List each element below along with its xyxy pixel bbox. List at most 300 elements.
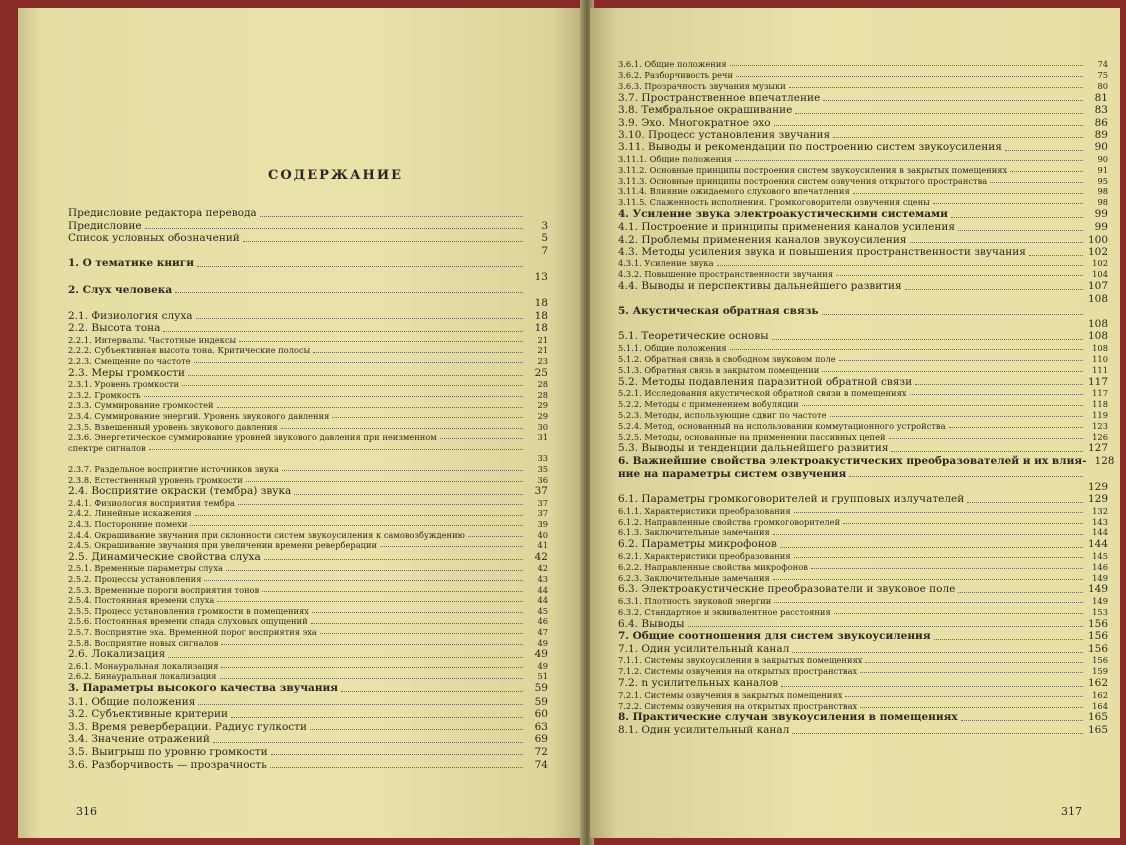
toc-leader-dots [175, 292, 523, 293]
toc-entry-title: 2.4.5. Окрашивание звучания при увеличении времени реверберации [68, 540, 378, 551]
toc-page-number: 43 [537, 574, 548, 584]
toc-leader-dots [967, 502, 1083, 503]
toc-entry [68, 311, 548, 323]
toc-entry-title: 3. Параметры высокого качества звучания [68, 682, 339, 694]
toc-entry-title: 7.1.1. Системы звукоусиления в закрытых помещениях [618, 655, 863, 666]
toc-page-number: 99 [1094, 221, 1108, 234]
toc-leader-dots [217, 407, 523, 408]
toc-entry [68, 391, 548, 400]
toc-entry [618, 344, 1108, 353]
toc-entry [68, 531, 548, 540]
toc-page-number: 49 [537, 660, 548, 671]
toc-entry-title: 2.5.2. Процессы установления [68, 574, 202, 584]
toc-page-number: 146 [1092, 561, 1108, 572]
toc-page-number: 127 [1087, 442, 1108, 455]
toc-entry-title: 6.1.1. Характеристики преобразования [618, 505, 791, 516]
contents-heading: СОДЕРЖАНИЕ [268, 168, 404, 183]
toc-page-number: 40 [537, 529, 548, 540]
toc-leader-dots [781, 686, 1083, 687]
toc-entry-title: 3.6.3. Прозрачность звучания музыки [618, 80, 786, 91]
toc-page-number: 36 [537, 474, 548, 485]
toc-entry-title: 2.5.1. Временные параметры слуха [68, 563, 223, 574]
toc-entry [618, 235, 1108, 247]
toc-page-number: 102 [1092, 258, 1108, 269]
toc-leader-dots [773, 579, 1083, 580]
toc-leader-dots [915, 384, 1083, 385]
toc-entry [618, 712, 1108, 724]
toc-entry [68, 476, 548, 485]
toc-entry-title: Предисловие [68, 219, 142, 232]
toc-right [590, 8, 1120, 838]
toc-leader-dots [281, 428, 523, 429]
toc-page-number: 45 [537, 605, 548, 616]
toc-leader-dots [312, 612, 523, 613]
toc-entry-title: 2.5.5. Процесс установления громкости в помещениях [68, 605, 309, 616]
toc-entry-title: ние на параметры систем озвучения [618, 467, 847, 480]
toc-entry [618, 93, 1108, 105]
toc-leader-dots [310, 729, 523, 730]
toc-leader-dots [231, 717, 523, 718]
toc-page-number: 23 [537, 356, 548, 366]
toc-page-number: 44 [537, 595, 548, 606]
toc-entry-title: 5.2.4. Метод, основанный на использовании коммутационного устройства [618, 420, 946, 431]
toc-entry [618, 656, 1108, 665]
toc-entry-title: 3.11.3. Основные принципы построения систем озвучения открытого пространства [618, 175, 988, 186]
toc-entry-title: 2.3.5. Взвешенный уровень звукового давления [68, 421, 278, 432]
toc-entry-title: 5.1.3. Обратная связь в закрытом помещении [618, 364, 820, 375]
toc-leader-dots [736, 76, 1083, 77]
toc-page-number: 60 [534, 708, 548, 721]
toc-leader-dots [958, 592, 1083, 593]
toc-page-number: 90 [1094, 141, 1108, 154]
toc-entry [618, 71, 1108, 80]
toc-entry-title: 2.1. Физиология слуха [68, 309, 193, 322]
toc-entry [618, 60, 1108, 69]
toc-entry [618, 667, 1108, 676]
toc-entry [618, 82, 1108, 91]
toc-entry [618, 691, 1108, 700]
toc-entry-title: 6.2.1. Характеристики преобразования [618, 550, 791, 561]
toc-left [18, 8, 584, 838]
toc-leader-dots [802, 405, 1083, 406]
toc-leader-dots [843, 523, 1083, 524]
toc-entry [618, 608, 1108, 617]
toc-entry-title: 4.3.2. Повышение пространственности звучания [618, 269, 834, 280]
toc-page-number: 99 [1094, 208, 1108, 221]
toc-page-number: 95 [1097, 175, 1108, 186]
toc-leader-dots [197, 266, 523, 267]
toc-entry [618, 118, 1108, 130]
toc-entry [618, 454, 1115, 468]
toc-entry [68, 465, 548, 474]
toc-entry [618, 270, 1108, 279]
toc-leader-dots [910, 242, 1084, 243]
toc-page-number: 25 [534, 366, 548, 379]
toc-page-number: 44 [537, 584, 548, 595]
toc-page-number: 69 [534, 733, 548, 746]
toc-entry-title: 3.11. Выводы и рекомендации по построению систем звукоусиления [618, 141, 1002, 154]
toc-entry [68, 336, 548, 345]
toc-page-number: 144 [1092, 527, 1108, 538]
toc-entry-title: 6.2.3. Заключительные замечания [618, 572, 770, 583]
toc-page-number: 145 [1092, 550, 1108, 561]
toc-page-number: 119 [1092, 409, 1108, 420]
toc-entry-title: 5.3. Выводы и тенденции дальнейшего развития [618, 442, 889, 455]
toc-entry [618, 725, 1108, 737]
toc-entry [618, 247, 1108, 259]
toc-entry-title: 7.2.1. Системы озвучения в закрытых помещениях [618, 689, 843, 700]
toc-page-number: 123 [1092, 420, 1108, 431]
toc-entry [618, 597, 1108, 606]
toc-entry [68, 486, 548, 498]
toc-page-number: 153 [1092, 606, 1108, 617]
toc-page-number: 7 [541, 244, 548, 257]
toc-leader-dots [811, 568, 1083, 569]
toc-entry [68, 628, 548, 637]
toc-page-number: 72 [534, 745, 548, 758]
toc-entry-title: 7.2.2. Системы озвучения на открытых пространствах [618, 700, 858, 711]
toc-entry-title: 2.2. Высота тона [68, 322, 161, 335]
toc-leader-dots [220, 678, 523, 679]
toc-entry [618, 574, 1108, 583]
toc-page-number: 156 [1087, 643, 1108, 655]
toc-entry-title: 2.4.1. Физиология восприятия тембра [68, 497, 235, 508]
toc-entry-title: 5.1.2. Обратная связь в свободном звуковом поле [618, 353, 836, 364]
toc-entry [68, 433, 548, 442]
toc-entry [68, 346, 548, 355]
toc-leader-dots [735, 160, 1083, 161]
toc-leader-dots [282, 470, 523, 471]
toc-page-number: 149 [1087, 583, 1108, 596]
toc-entry [68, 285, 548, 297]
toc-leader-dots [823, 100, 1083, 101]
toc-entry [68, 380, 548, 389]
toc-entry-title: Список условных обозначений [68, 232, 240, 245]
toc-page-number: 37 [534, 485, 548, 498]
toc-page-number: 110 [1092, 353, 1108, 364]
toc-leader-dots [262, 591, 523, 592]
toc-entry-title: 5.2.2. Методы с применением вобуляции [618, 398, 799, 409]
toc-entry [68, 672, 548, 681]
toc-page-number: 37 [537, 497, 548, 508]
toc-leader-dots [990, 182, 1083, 183]
toc-leader-dots [238, 504, 523, 505]
toc-entry [68, 662, 548, 671]
toc-entry [618, 494, 1108, 506]
toc-entry-title: 2.2.2. Субъективная высота тона. Критические полосы [68, 345, 311, 356]
toc-entry-title: 5.2. Методы подавления паразитной обратной связи [618, 375, 913, 388]
toc-entry [68, 499, 548, 508]
toc-leader-dots [822, 371, 1083, 372]
toc-entry-title: 8. Практические случаи звукоусиления в помещениях [618, 711, 958, 724]
toc-page-number: 28 [537, 379, 548, 390]
toc-entry-title: 8.1. Один усилительный канал [618, 724, 790, 737]
toc-entry [618, 130, 1108, 142]
toc-page-number: 98 [1097, 197, 1108, 208]
toc-page-number: 21 [537, 345, 548, 356]
toc-entry-title: 2.5.8. Восприятие новых сигналов [68, 637, 219, 648]
toc-leader-dots [780, 547, 1083, 548]
toc-entry-title: 4.3.1. Усиление звука [618, 258, 714, 269]
toc-entry [618, 443, 1108, 455]
toc-leader-dots [830, 416, 1083, 417]
toc-leader-dots [217, 601, 523, 602]
toc-leader-dots [260, 216, 523, 217]
toc-entry [68, 246, 548, 258]
toc-entry-title: 3.3. Время реверберации. Радиус гулкости [68, 720, 307, 733]
toc-entry [618, 433, 1108, 442]
toc-entry-title: 3.9. Эхо. Многократное эхо [618, 116, 771, 129]
toc-entry [68, 760, 548, 772]
toc-leader-dots [961, 720, 1083, 721]
toc-page-number: 117 [1092, 387, 1108, 398]
toc-entry [618, 366, 1108, 375]
toc-page-number: 156 [1087, 617, 1108, 630]
toc-leader-dots [243, 241, 523, 242]
toc-page-number: 30 [537, 421, 548, 432]
toc-entry [68, 697, 548, 709]
toc-leader-dots [834, 613, 1083, 614]
toc-leader-dots [270, 767, 523, 768]
toc-entry-title: 2.6.2. Бинауральная локализация [68, 671, 217, 682]
toc-entry-title: 2.5.7. Восприятие эха. Временной порог восприятия эха [68, 627, 317, 637]
toc-page-number: 118 [1092, 398, 1108, 409]
toc-entry-title: 6.1.2. Направленные свойства громкоговорителей [618, 516, 841, 527]
toc-page-number: 164 [1092, 700, 1108, 711]
page-number-right: 317 [1061, 805, 1082, 818]
toc-leader-dots [341, 691, 523, 692]
toc-entry [618, 105, 1108, 117]
toc-entry [68, 444, 548, 453]
toc-leader-dots [951, 217, 1083, 218]
toc-page-number: 107 [1087, 280, 1108, 293]
toc-entry-title: 6.1.3. Заключительные замечания [618, 527, 770, 538]
toc-entry-title: 5.2.1. Исследования акустической обратной связи в помещениях [618, 387, 907, 398]
toc-entry-title: 2.6. Локализация [68, 648, 166, 661]
toc-leader-dots [194, 362, 523, 363]
toc-leader-dots [246, 481, 523, 482]
toc-leader-dots [380, 546, 523, 547]
page-number-left: 316 [76, 805, 97, 818]
toc-leader-dots [145, 228, 523, 229]
toc-leader-dots [860, 707, 1083, 708]
toc-entry-title: 6.3.1. Плотность звуковой энергии [618, 595, 772, 606]
toc-entry [68, 509, 548, 518]
toc-entry-title: 2.4.2. Линейные искажения [68, 508, 192, 519]
toc-entry-title: 4. Усиление звука электроакустическими системами [618, 208, 948, 221]
toc-entry [618, 331, 1108, 343]
toc-page-number: 51 [537, 671, 548, 682]
toc-leader-dots [440, 438, 523, 439]
toc-page-number: 98 [1097, 186, 1108, 197]
toc-page-number: 46 [537, 616, 548, 627]
toc-page-number: 3 [541, 219, 548, 232]
toc-entry-title: 3.6.2. Разборчивость речи [618, 69, 734, 80]
toc-entry [68, 323, 548, 335]
toc-entry [68, 401, 548, 410]
toc-entry [68, 607, 548, 616]
toc-page-number: 89 [1094, 128, 1108, 141]
toc-entry-title: 3.11.4. Влияние ожидаемого слухового впечатления [618, 186, 850, 197]
toc-leader-dots [773, 534, 1083, 535]
toc-entry [68, 541, 548, 550]
toc-leader-dots [221, 644, 523, 645]
toc-entry [68, 709, 548, 721]
toc-entry [68, 596, 548, 605]
toc-page-number: 75 [1097, 69, 1108, 80]
toc-leader-dots [190, 525, 523, 526]
toc-entry [68, 683, 548, 695]
toc-entry [68, 722, 548, 734]
toc-entry-title: 2.5.3. Временные пороги восприятия тонов [68, 584, 260, 595]
toc-leader-dots [730, 349, 1083, 350]
toc-leader-dots [1010, 171, 1083, 172]
toc-page-number: 108 [1092, 342, 1108, 353]
toc-entry [68, 586, 548, 595]
toc-entry-title: 6.3. Электроакустические преобразователи и звуковое поле [618, 583, 956, 596]
toc-leader-dots [320, 633, 523, 634]
toc-page-number: 29 [537, 400, 548, 411]
toc-entry-title: 5.2.5. Методы, основанные на применении пассивных цепей [618, 431, 886, 442]
right-page [590, 8, 1120, 838]
toc-entry [618, 702, 1108, 711]
toc-leader-dots [168, 657, 523, 658]
toc-page-number: 162 [1087, 677, 1108, 690]
toc-leader-dots [792, 652, 1083, 653]
toc-entry-title: 5. Акустическая обратная связь [618, 305, 819, 317]
toc-page-number: 108 [1087, 330, 1108, 343]
toc-entry-title: 3.2. Субъективные критерии [68, 708, 229, 721]
toc-leader-dots [958, 230, 1083, 231]
toc-entry-title: 1. О тематике книги [68, 257, 195, 270]
toc-leader-dots [792, 733, 1083, 734]
toc-entry-title: 3.11.5. Слаженность исполнения. Громкоговорители озвучения сцены [618, 197, 930, 208]
toc-page-number: 159 [1092, 666, 1108, 677]
toc-entry [618, 187, 1108, 196]
toc-page-number: 132 [1092, 505, 1108, 516]
toc-leader-dots [271, 754, 523, 755]
toc-entry-title: 2.3.4. Суммирование энергий. Уровень звукового давления [68, 411, 330, 421]
toc-page-number: 74 [534, 758, 548, 771]
toc-entry-title: 4.3. Методы усиления звука и повышения пространственности звучания [618, 246, 1026, 258]
toc-page-number: 49 [537, 637, 548, 648]
toc-entry-title: 2.4.3. Посторонние помехи [68, 519, 188, 529]
toc-entry-title: 5.1.1. Общие положения [618, 342, 727, 353]
toc-page-number: 29 [537, 411, 548, 421]
toc-leader-dots [934, 639, 1083, 640]
toc-page-number: 143 [1092, 516, 1108, 527]
toc-leader-dots [853, 193, 1083, 194]
toc-entry [618, 222, 1108, 234]
toc-entry [618, 142, 1108, 154]
toc-entry-title: 6.3.2. Стандартное и эквивалентное расстояния [618, 606, 831, 617]
toc-entry-title: 7.1.2. Системы озвучения на открытых пространствах [618, 666, 858, 677]
toc-entry [68, 368, 548, 380]
toc-entry [68, 617, 548, 626]
toc-entry [68, 412, 548, 421]
toc-page-number: 63 [534, 720, 548, 733]
toc-leader-dots [865, 662, 1083, 663]
toc-leader-dots [332, 417, 523, 418]
toc-leader-dots [313, 352, 523, 353]
toc-entry-title: 2.3.3. Суммирование громкостей [68, 400, 214, 411]
toc-entry [618, 319, 1108, 331]
toc-entry [618, 259, 1108, 268]
toc-page-number: 149 [1092, 595, 1108, 606]
toc-leader-dots [717, 265, 1083, 266]
toc-leader-dots [839, 360, 1083, 361]
toc-entry-title: 6.1. Параметры громкоговорителей и групповых излучателей [618, 493, 965, 506]
toc-page-number: 90 [1097, 153, 1108, 164]
toc-entry-title: 2.3.2. Громкость [68, 389, 141, 400]
toc-entry-title: 4.1. Построение и принципы применения каналов усиления [618, 221, 955, 234]
toc-page-number: 144 [1087, 538, 1108, 551]
toc-leader-dots [182, 385, 523, 386]
toc-leader-dots [195, 515, 523, 516]
toc-leader-dots [822, 314, 1083, 315]
toc-entry-title: 7.2. n усилительных каналов [618, 677, 779, 690]
toc-entry-title: Предисловие редактора перевода [68, 207, 257, 219]
toc-page-number: 162 [1092, 689, 1108, 700]
toc-leader-dots [468, 536, 523, 537]
toc-leader-dots [198, 704, 523, 705]
toc-entry-title: 2.3.6. Энергетическое суммирование уровней звукового давления при неизменном [68, 432, 437, 443]
toc-leader-dots [910, 394, 1084, 395]
toc-entry [68, 221, 548, 233]
toc-entry [618, 619, 1108, 631]
toc-leader-dots [688, 626, 1083, 627]
toc-entry [618, 631, 1108, 643]
toc-page-number: 165 [1087, 711, 1108, 724]
toc-page-number: 104 [1092, 269, 1108, 280]
toc-page-number: 100 [1087, 233, 1108, 246]
toc-entry-title: 4.4. Выводы и перспективы дальнейшего развития [618, 280, 902, 293]
toc-entry-title: 3.5. Выигрыш по уровню громкости [68, 745, 268, 758]
left-page [18, 8, 584, 838]
toc-page-number: 165 [1087, 724, 1108, 737]
toc-leader-dots [730, 65, 1083, 66]
toc-entry-title: 2. Слух человека [68, 283, 173, 296]
toc-page-number: 81 [1094, 91, 1108, 104]
toc-entry [618, 400, 1108, 409]
toc-entry [68, 747, 548, 759]
toc-entry [618, 411, 1108, 420]
toc-page-number: 108 [1087, 292, 1108, 305]
toc-entry-title: 3.8. Тембральное окрашивание [618, 104, 793, 117]
toc-leader-dots [774, 125, 1083, 126]
toc-entry [68, 423, 548, 432]
toc-page-number: 31 [537, 432, 548, 443]
toc-leader-dots [221, 667, 523, 668]
toc-page-number: 74 [1097, 59, 1108, 69]
toc-entry-title: 5.2.3. Методы, использующие сдвиг по частоте [618, 409, 827, 420]
toc-page-number: 35 [537, 464, 548, 474]
toc-entry-title: 6.2. Параметры микрофонов [618, 538, 777, 551]
toc-page-number: 42 [537, 563, 548, 574]
toc-entry [618, 177, 1108, 186]
toc-page-number: 59 [534, 695, 548, 708]
toc-leader-dots [196, 318, 524, 319]
toc-entry [68, 520, 548, 529]
toc-entry [618, 377, 1108, 389]
toc-page-number: 117 [1087, 375, 1108, 388]
toc-entry-title: 2.3.8. Естественный уровень громкости [68, 474, 243, 485]
toc-entry [618, 166, 1108, 175]
toc-entry-title: 2.6.1. Монауральная локализация [68, 660, 219, 671]
toc-entry [68, 575, 548, 584]
toc-entry-title: 3.10. Процесс установления звучания [618, 128, 831, 141]
toc-page-number: 18 [534, 309, 548, 322]
